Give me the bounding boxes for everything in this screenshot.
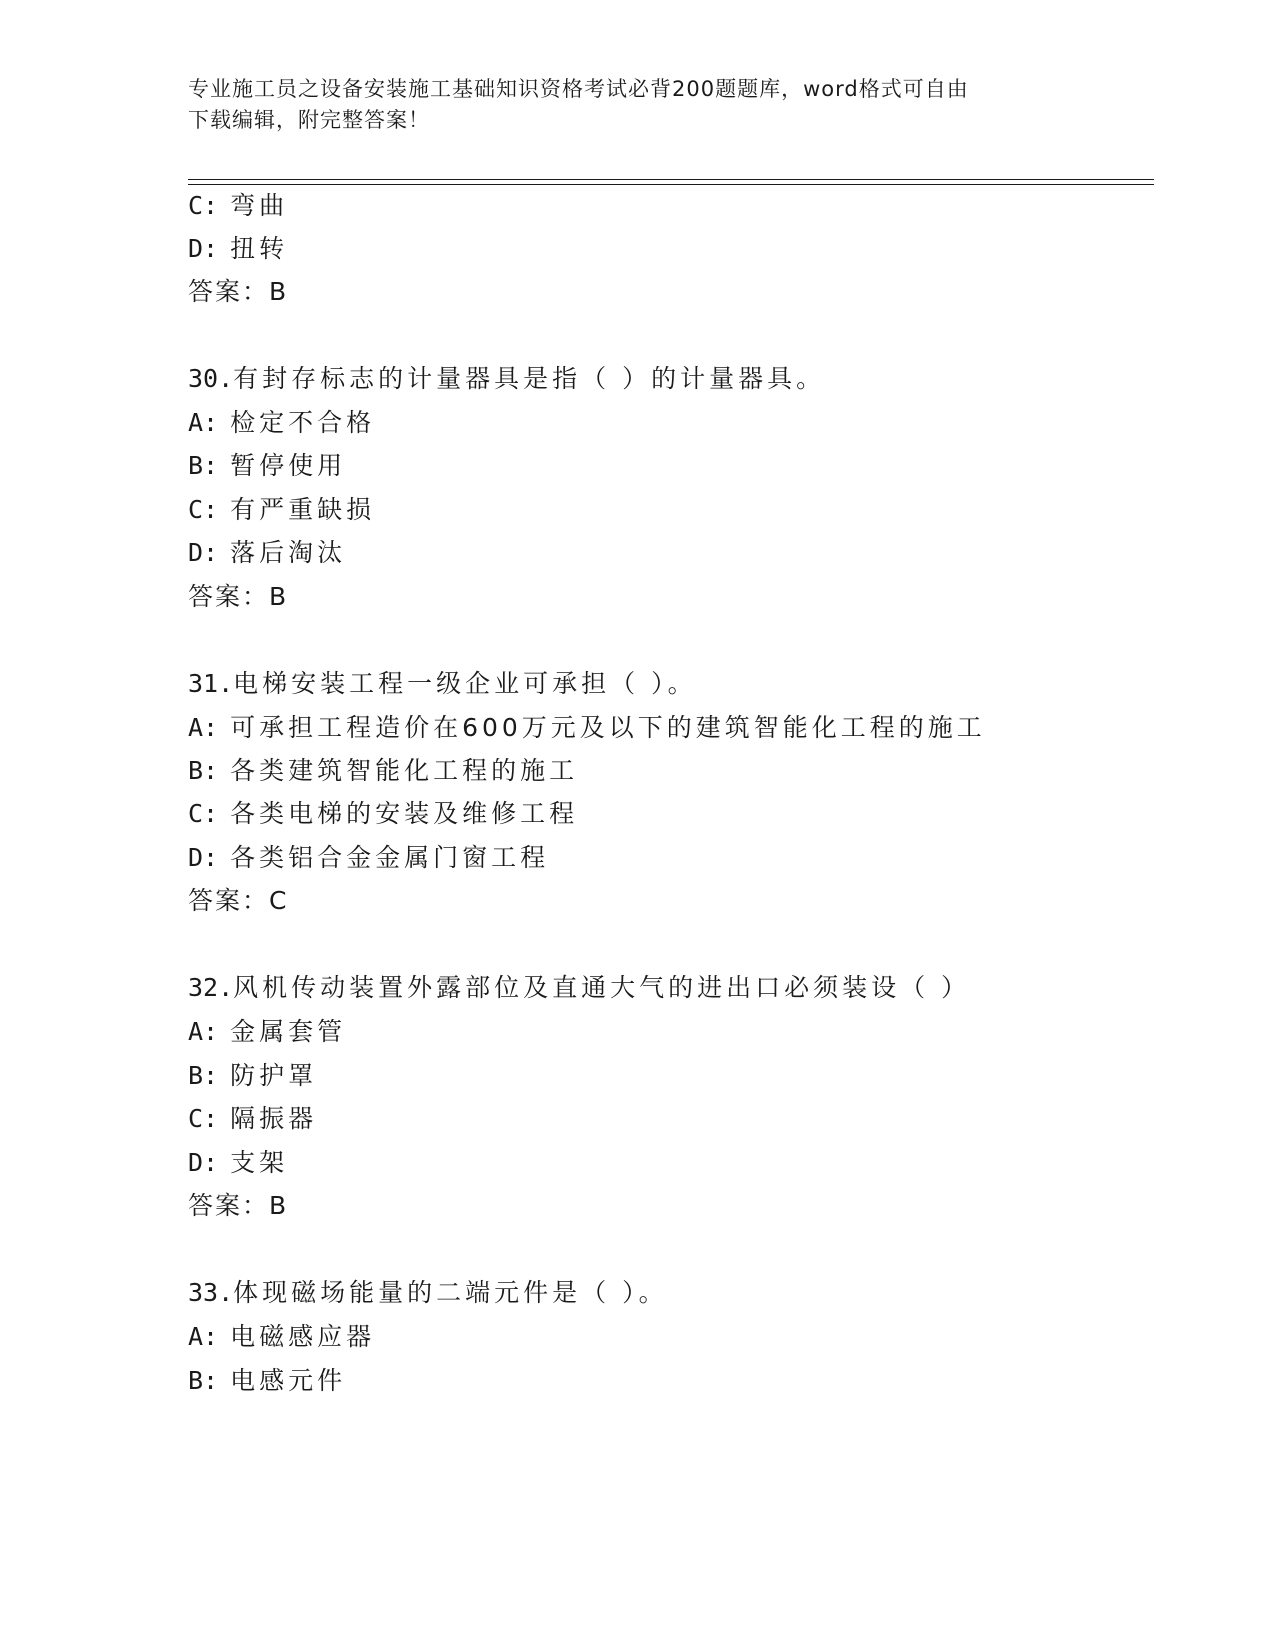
answer-line — [188, 1191, 286, 1221]
answer-label: 答案： — [188, 1191, 270, 1220]
option-prefix: D: — [188, 1148, 219, 1177]
option-text: 有严重缺损 — [230, 495, 376, 524]
option-line — [188, 843, 549, 873]
option-line — [188, 1061, 317, 1091]
document-header — [188, 74, 1088, 136]
option-text: 弯曲 — [230, 191, 289, 220]
option-prefix: B: — [188, 451, 219, 480]
option-text: 扭转 — [230, 234, 289, 263]
option-text: 各类铝合金金属门窗工程 — [230, 843, 550, 872]
header-divider-top — [188, 179, 1154, 180]
option-prefix: C: — [188, 191, 219, 220]
option-line — [188, 538, 346, 568]
option-text: 暂停使用 — [230, 451, 347, 480]
option-prefix: C: — [188, 799, 219, 828]
answer-value: B — [269, 582, 287, 611]
option-text: 电磁感应器 — [230, 1322, 376, 1351]
option-text: 落后淘汰 — [230, 538, 347, 567]
option-prefix: D: — [188, 843, 219, 872]
question-text: 体现磁场能量的二端元件是（ ）。 — [233, 1278, 668, 1307]
option-prefix: B: — [188, 1061, 219, 1090]
option-prefix: D: — [188, 234, 219, 263]
question-text: 风机传动装置外露部位及直通大气的进出口必须装设（ ） — [233, 973, 971, 1002]
option-line — [188, 234, 288, 264]
question-stem — [188, 669, 697, 699]
option-prefix: A: — [188, 1017, 219, 1046]
option-line — [188, 451, 346, 481]
option-line — [188, 1104, 317, 1134]
option-text: 防护罩 — [230, 1061, 318, 1090]
option-text: 金属套管 — [230, 1017, 347, 1046]
answer-value: B — [269, 1191, 287, 1220]
option-prefix: D: — [188, 538, 219, 567]
option-prefix: C: — [188, 495, 219, 524]
option-text: 隔振器 — [230, 1104, 318, 1133]
option-line — [188, 756, 578, 786]
option-prefix: A: — [188, 713, 219, 742]
answer-line — [188, 886, 286, 916]
answer-label: 答案： — [188, 582, 270, 611]
answer-label: 答案： — [188, 886, 270, 915]
option-line — [188, 1017, 346, 1047]
option-text: 检定不合格 — [230, 408, 376, 437]
answer-value: C — [269, 886, 287, 915]
header-divider-bottom — [188, 184, 1154, 185]
option-prefix: A: — [188, 408, 219, 437]
option-text: 可承担工程造价在600万元及以下的建筑智能化工程的施工 — [230, 713, 986, 742]
question-stem — [188, 1278, 668, 1308]
option-line — [188, 713, 986, 743]
option-text: 支架 — [230, 1148, 289, 1177]
question-text: 电梯安装工程一级企业可承担（ ）。 — [233, 669, 697, 698]
answer-label: 答案： — [188, 277, 270, 306]
option-text: 电感元件 — [230, 1366, 347, 1395]
question-number: 30. — [188, 364, 234, 393]
question-text: 有封存标志的计量器具是指（ ）的计量器具。 — [233, 364, 826, 393]
option-line — [188, 1322, 375, 1352]
question-stem — [188, 973, 970, 1003]
option-line — [188, 191, 288, 221]
question-number: 32. — [188, 973, 234, 1002]
option-prefix: B: — [188, 1366, 219, 1395]
option-line — [188, 1366, 346, 1396]
option-line — [188, 495, 375, 525]
option-prefix: B: — [188, 756, 219, 785]
question-number: 31. — [188, 669, 234, 698]
answer-line — [188, 582, 286, 612]
option-line — [188, 408, 375, 438]
option-text: 各类电梯的安装及维修工程 — [230, 799, 579, 828]
option-line — [188, 799, 578, 829]
answer-line — [188, 277, 286, 307]
question-number: 33. — [188, 1278, 234, 1307]
answer-value: B — [269, 277, 287, 306]
option-prefix: A: — [188, 1322, 219, 1351]
header-line-2: 下载编辑，附完整答案！ — [188, 108, 430, 132]
option-line — [188, 1148, 288, 1178]
question-stem — [188, 364, 825, 394]
header-line-1: 专业施工员之设备安装施工基础知识资格考试必背200题题库，word格式可自由 — [188, 77, 969, 101]
option-prefix: C: — [188, 1104, 219, 1133]
option-text: 各类建筑智能化工程的施工 — [230, 756, 579, 785]
